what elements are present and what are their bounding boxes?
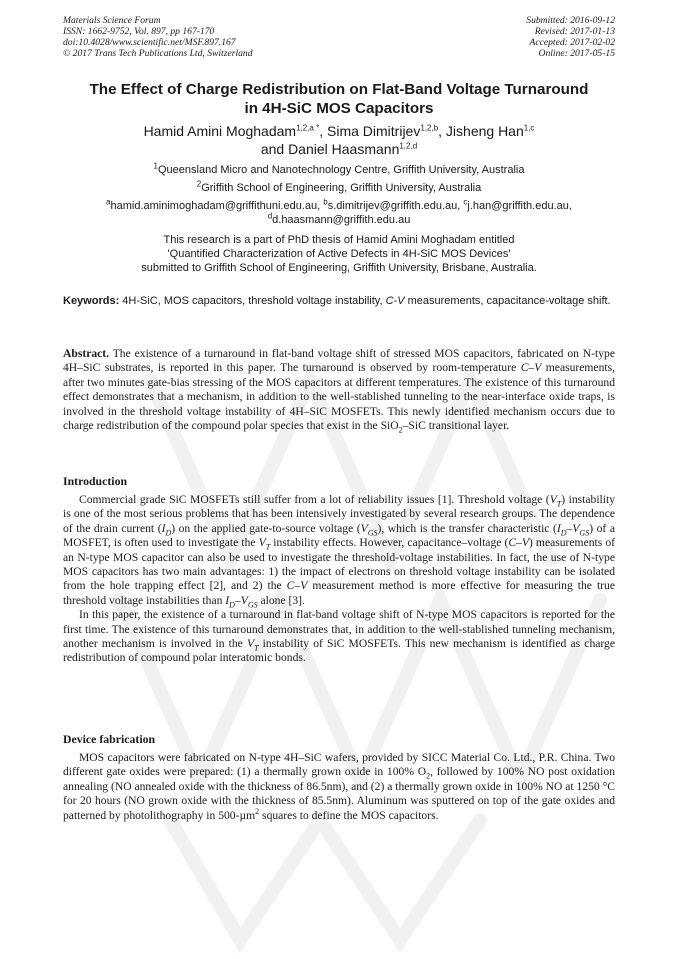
- paper-title: [63, 80, 615, 118]
- publication-dates: [526, 15, 615, 59]
- email-link[interactable]: s.dimitrijev@griffith.edu.au,: [327, 200, 464, 212]
- affiliation-marker: 1: [153, 161, 158, 171]
- author-marker: 1,2,b: [420, 123, 439, 133]
- author-name: Jisheng Han: [445, 123, 524, 139]
- abstract-text: The existence of a turnaround in flat-band voltage shift of stressed MOS capacitors, fabricated on N-type 4H–SiC substrates, is reported in this paper. The turnaround is observed by room-temperature: [63, 347, 615, 375]
- affiliation-1: [63, 163, 615, 177]
- paragraph: In this paper, the existence of a turnaround in flat-band voltage shift of N-type MOS capacitors is reported for the first time. The existence of this turnaround demonstrates that, in addition to the well-stablished tunneling mechanism, another mechanism is involved in the $V_T$ instability of SiC MOSFETs. This new mechanism is identified as charge redistribution of compound polar interatomic bonds.: [63, 608, 615, 665]
- separator: ,: [319, 123, 327, 139]
- email-marker: a: [106, 197, 111, 207]
- issn-volume-pages: ISSN: 1662-9752, Vol. 897, pp 167-170: [63, 26, 215, 37]
- note-line: 'Quantified Characterization of Active Defects in 4H-SiC MOS Devices': [167, 248, 511, 260]
- email-link[interactable]: hamid.aminimoghadam@griffithuni.edu.au,: [110, 200, 324, 212]
- introduction-body: [63, 493, 615, 666]
- author-marker: 1,c: [523, 123, 535, 133]
- affiliation-text: Queensland Micro and Nanotechnology Centre, Griffith University, Australia: [158, 164, 525, 176]
- email-link[interactable]: j.han@griffith.edu.au,: [467, 200, 572, 212]
- abstract-text: measurements, after two minutes gate-bias stressing of the MOS capacitors at different temperatures. The existence of this turnaround effect demonstrates that a mechanism, in addition to the well-stablished tunneling to the near-interface oxide traps, is involved in the threshold voltage instability of 4H–SiC MOSFETs. This newly identified mechanism occurs due to charge redistribution of the compound polar species that exist in the SiO: [63, 361, 615, 433]
- email-marker: d: [267, 211, 273, 221]
- email-link[interactable]: d.haasmann@griffith.edu.au: [272, 214, 411, 226]
- author-marker: 1,2,d: [399, 141, 418, 151]
- paragraph: Commercial grade SiC MOSFETs still suffer from a lot of reliability issues [1]. Threshold voltage $(V_T)$ instability is one of the most serious problems that has been intensively investigated by several research groups. The dependence of the drain current $(I_D)$ on the applied gate-to-source voltage $(V_{GS})$, which is the transfer characteristic $(I_D-V_{GS})$ of a MOSFET, is often used to investigate the $V_T$ instability effects. However, capacitance–voltage (C–V) measurements of an N-type MOS capacitor can also be used to investigate the threshold-voltage instabilities. In fact, the use of N-type MOS capacitors has two main advantages: 1) the impact of electrons on threshold voltage instability can be isolated from the hole trapping effect [2], and 2) the C–V measurement method is more effective for measuring the true threshold voltage instabilities than $I_D-V_{GS}$ alone [3].: [63, 493, 616, 610]
- affiliation-2: [63, 181, 615, 195]
- subscript: 2: [398, 425, 403, 435]
- doi: doi:10.4028/www.scientific.net/MSF.897.167: [63, 37, 236, 48]
- thesis-note: [63, 233, 615, 275]
- abstract-text: –SiC transitional layer.: [402, 419, 510, 433]
- author-marker: 1,2,a *: [296, 123, 320, 133]
- copyright: © 2017 Trans Tech Publications Ltd, Switzerland: [63, 48, 253, 59]
- online-date: Online: 2017-05-15: [538, 48, 615, 59]
- device-fabrication-body: [63, 751, 615, 823]
- email-marker: c: [463, 197, 468, 207]
- cv-italic: C–V: [520, 361, 542, 375]
- author-name: and Daniel Haasmann: [260, 141, 400, 157]
- title-line-1: The Effect of Charge Redistribution on Flat-Band Voltage Turnaround: [89, 81, 589, 98]
- affiliation-text: Griffith School of Engineering, Griffith University, Australia: [201, 182, 482, 194]
- accepted-date: Accepted: 2017-02-02: [529, 37, 615, 48]
- note-line: submitted to Griffith School of Engineering, Griffith University, Brisbane, Australia.: [141, 262, 537, 274]
- title-line-2: in 4H-SiC MOS Capacitors: [244, 100, 434, 117]
- abstract: [63, 347, 615, 433]
- journal-info: [63, 15, 253, 59]
- paragraph: MOS capacitors were fabricated on N-type 4H–SiC wafers, provided by SICC Material Co. Ltd., P.R. China. Two different gate oxides were prepared: (1) a thermally grown oxide in 100% $O_2$, followed by 100% NO post oxidation annealing (NO annealed oxide with the thickness of 86.5nm), and (2) a thermally grown oxide in 100% NO at 1250 °C for 20 hours (NO grown oxide with the thickness of 85.5nm). Aluminum was sputtered on top of the gate oxides and patterned by photolithography in 500-µm$^2$ squares to define the MOS capacitors.: [63, 751, 615, 822]
- author-emails: [63, 199, 615, 227]
- revised-date: Revised: 2017-01-13: [534, 26, 615, 37]
- author-name: Sima Dimitrijev: [327, 123, 421, 139]
- section-heading-device-fabrication: Device fabrication: [63, 732, 156, 746]
- section-heading-introduction: Introduction: [63, 474, 128, 488]
- author-name: Hamid Amini Moghadam: [143, 123, 297, 139]
- email-marker: b: [323, 197, 328, 207]
- separator: ,: [438, 123, 446, 139]
- abstract-label: Abstract.: [63, 347, 110, 360]
- note-line: This research is a part of PhD thesis of Hamid Amini Moghadam entitled: [163, 234, 515, 246]
- keywords-text: measurements, capacitance-voltage shift.: [404, 295, 611, 307]
- keywords-text: 4H-SiC, MOS capacitors, threshold voltage instability,: [119, 295, 386, 307]
- author-list: [63, 122, 615, 158]
- affiliation-marker: 2: [196, 179, 202, 189]
- keywords-cv: C-V: [385, 295, 405, 307]
- keywords: [63, 294, 615, 308]
- keywords-label: Keywords:: [63, 295, 120, 307]
- submitted-date: Submitted: 2016-09-12: [526, 15, 615, 26]
- journal-name: Materials Science Forum: [63, 15, 161, 26]
